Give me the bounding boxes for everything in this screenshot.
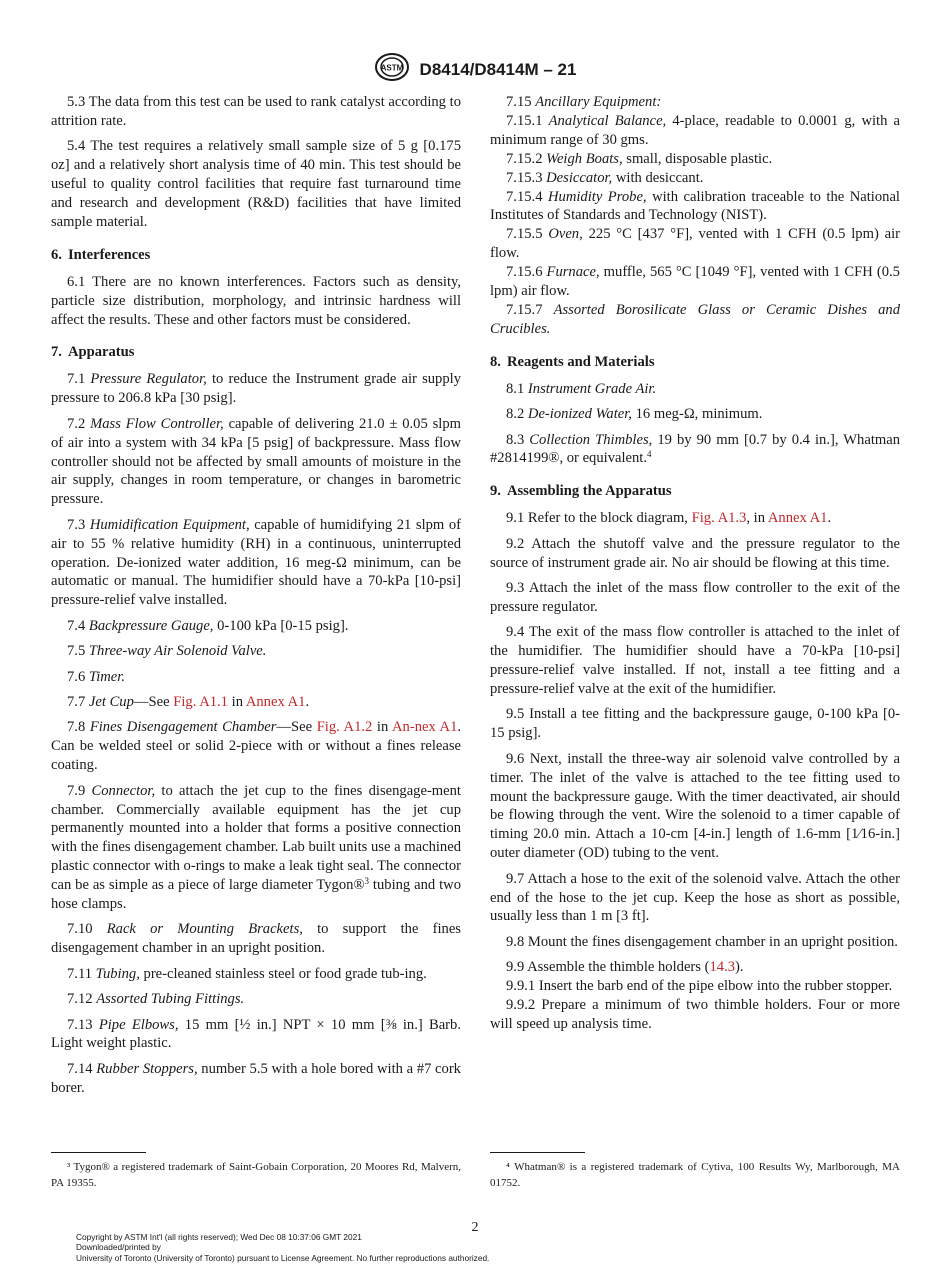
paragraph-7-15-5: 7.15.5 Oven, 225 °C [437 °F], vented with 1 CFH (0.5 lpm) air flow.: [490, 226, 901, 262]
section-8-number: 8.: [490, 353, 501, 370]
fig-a1-2-link[interactable]: Fig. A1.2: [316, 719, 373, 736]
paragraph-9-7: 9.7 Attach a hose to the exit of the solenoid valve. Attach the other end of the hose to the jet cup. Keep the hose as short as possible, usually less than 1 m [3 ft].: [490, 870, 900, 925]
annex-a1-link[interactable]: An-nex A1: [392, 719, 458, 736]
section-7-title: Apparatus: [67, 344, 135, 361]
page-number: 2: [471, 1220, 479, 1235]
paragraph-8-1: 8.1 Instrument Grade Air.: [506, 380, 657, 397]
fig-a1-1-link[interactable]: Fig. A1.1: [173, 693, 228, 710]
section-8-heading: [490, 353, 900, 372]
paragraph-9-2: 9.2 Attach the shutoff valve and the pressure regulator to the source of instrument grade air. No air should be flowing at this time.: [490, 535, 900, 571]
section-9-number: 9.: [490, 483, 501, 500]
annex-a1-link[interactable]: Annex A1: [245, 693, 306, 710]
paragraph-7-5: 7.5 Three-way Air Solenoid Valve.: [67, 643, 267, 660]
paragraph-9-1: 9.1 Refer to the block diagram, Fig. A1.3, in Annex A1.: [506, 510, 832, 527]
footnote-4: [490, 1160, 900, 1191]
footnote-3: [51, 1160, 461, 1191]
section-7-number: 7.: [51, 344, 62, 361]
section-7-heading: [51, 343, 461, 362]
footnote-divider-right: [490, 1152, 585, 1153]
left-column: [51, 93, 461, 1098]
copyright-notice: [76, 1232, 489, 1263]
footnote-4-ref[interactable]: 4: [647, 449, 652, 460]
paragraph-7-7: 7.7 Jet Cup—See Fig. A1.1 in Annex A1.: [67, 693, 310, 710]
copyright-line-2: Downloaded/printed by: [76, 1242, 161, 1253]
paragraph-7-12: 7.12 Assorted Tubing Fittings.: [67, 991, 245, 1008]
paragraph-7-15-1: 7.15.1 Analytical Balance, 4-place, readable to 0.0001 g, with a minimum range of 30 gms.: [490, 112, 900, 148]
paragraph-7-14: 7.14 Rubber Stoppers, number 5.5 with a hole bored with a #7 cork borer.: [51, 1060, 461, 1096]
paragraph-7-13: 7.13 Pipe Elbows, 15 mm [½ in.] NPT × 10 mm [⅜ in.] Barb. Light weight plastic.: [51, 1016, 461, 1052]
section-6-heading: [51, 246, 461, 265]
fig-a1-3-link[interactable]: Fig. A1.3: [691, 510, 747, 527]
paragraph-7-15-4: 7.15.4 Humidity Probe, with calibration traceable to the National Institutes of Standards and Technology (NIST).: [490, 188, 900, 224]
paragraph-7-1: 7.1 Pressure Regulator, to reduce the Instrument grade air supply pressure to 206.8 kPa [30 psig].: [51, 371, 461, 407]
paragraph-9-6: 9.6 Next, install the three-way air solenoid valve controlled by a timer. The inlet of the valve is attached to the tee fitting used to mount the backpressure gauge. With the timer deactivated, air should be flowing through the vent. Wire the solenoid to a timer capable of timing 20.0 min. Attach a 10-cm [4-in.] length of 1.6-mm [1⁄16-in.] outer diameter (OD) tubing to the vent.: [490, 750, 900, 862]
document-designation: D8414/D8414M – 21: [419, 59, 577, 79]
paragraph-7-15-2: 7.15.2 Weigh Boats, small, disposable plastic.: [506, 150, 773, 167]
paragraph-7-3: 7.3 Humidification Equipment, capable of humidifying 21 slpm of air to 55 % relative humidity (RH) in a continuous, uninterrupted operation. De-ionized water addition, 16 meg-Ω minimum, can be automatic or manual. The humidifier should have a 70-kPa [10-psi] pressure-relief valve installed.: [51, 516, 461, 609]
paragraph-7-8: 7.8 Fines Disengagement Chamber—See Fig. A1.2 in An-nex A1. Can be welded steel or solid 2-piece with or without a fines release coating.: [51, 719, 462, 774]
paragraph-9-3: 9.3 Attach the inlet of the mass flow controller to the exit of the pressure regulator.: [490, 579, 900, 615]
right-column: [490, 93, 900, 1034]
paragraph-8-3: 8.3 Collection Thimbles, 19 by 90 mm [0.7 by 0.4 in.], Whatman #2814199®, or equivalent.$^4$: [490, 431, 900, 467]
footnote-3-ref[interactable]: 3: [364, 876, 370, 887]
annex-a1-link[interactable]: Annex A1: [767, 510, 828, 527]
paragraph-9-5: 9.5 Install a tee fitting and the backpressure gauge, 0-100 kPa [0-15 psig].: [490, 706, 900, 742]
section-8-title: Reagents and Materials: [506, 353, 655, 370]
footnote-3-text: ³ Tygon® a registered trademark of Saint-Gobain Corporation, 20 Moores Rd, Malvern, PA 19355.: [51, 1161, 461, 1189]
paragraph-9-9: 9.9 Assemble the thimble holders (14.3).: [506, 959, 744, 976]
astm-logo-text: ASTM: [380, 63, 403, 73]
paragraph-6-1: 6.1 There are no known interferences. Factors such as density, particle size distribution, morphology, and intrinsic hardness will affect the results. These and other factors must be considered.: [51, 273, 461, 328]
paragraph-5-4: 5.4 The test requires a relatively small sample size of 5 g [0.175 oz] and a relatively short analysis time of 40 min. This test should be useful to quality control facilities that require fast turnaround time and research and development (R&D) facilities that have limited sample material.: [51, 138, 461, 230]
paragraph-7-6: 7.6 Timer.: [67, 668, 125, 685]
paragraph-7-10: 7.10 Rack or Mounting Brackets, to support the fines disengagement chamber in an upright position.: [51, 921, 461, 957]
astm-logo-icon: [374, 52, 410, 87]
paragraph-7-11: 7.11 Tubing, pre-cleaned stainless steel or food grade tub-ing.: [67, 965, 427, 982]
paragraph-7-15: 7.15 Ancillary Equipment:: [506, 94, 662, 110]
copyright-line-3: University of Toronto (University of Toronto) pursuant to License Agreement. No further reproductions authorized.: [76, 1252, 490, 1263]
paragraph-7-15-6: 7.15.6 Furnace, muffle, 565 °C [1049 °F], vented with 1 CFH (0.5 lpm) air flow.: [490, 264, 900, 300]
copyright-line-1: Copyright by ASTM Int'l (all rights reserved); Wed Dec 08 10:37:06 GMT 2021: [76, 1232, 362, 1242]
paragraph-8-2: 8.2 De-ionized Water, 16 meg-Ω, minimum.: [506, 406, 763, 423]
paragraph-7-9: 7.9 Connector, to attach the jet cup to the fines disengage-ment chamber. Commercially available equipment has the jet cup permanently mounted into a holder that forms a positive connection with the fines disengagement chamber. Lab built units use a machined plastic connector with o-rings to make a leak tight seal. The connector can be as simple as a piece of large diameter Tygon®$^3$ tubing and two hose clamps.: [51, 782, 461, 913]
section-6-title: Interferences: [67, 246, 151, 263]
section-14-3-link[interactable]: 14.3: [709, 959, 736, 976]
section-9-title: Assembling the Apparatus: [506, 483, 672, 500]
paragraph-9-4: 9.4 The exit of the mass flow controller is attached to the inlet of the humidifier. The humidifier should have a 70-kPa [10-psi] pressure-relief valve installed. If not, install a tee fitting and a pressure-relief valve at the exit of the humidifier.: [490, 624, 900, 697]
paragraph-9-9-2: 9.9.2 Prepare a minimum of two thimble holders. Four or more will speed up analysis time.: [490, 997, 900, 1032]
paragraph-9-9-1: 9.9.1 Insert the barb end of the pipe elbow into the rubber stopper.: [506, 978, 893, 995]
section-6-number: 6.: [51, 246, 62, 263]
paragraph-7-15-3: 7.15.3 Desiccator, with desiccant.: [506, 169, 704, 186]
paragraph-9-8: 9.8 Mount the fines disengagement chamber in an upright position.: [506, 933, 898, 950]
paragraph-7-2: 7.2 Mass Flow Controller, capable of delivering 21.0 ± 0.05 slpm of air into a system with 34 kPa [5 psig] of backpressure. Mass flow controller should not be affected by small amounts of moisture in the air supply, changes in room temperature, or changes in barometric pressure.: [51, 415, 461, 508]
footnote-4-text: ⁴ Whatman® is a registered trademark of Cytiva, 100 Results Wy, Marlborough, MA 01752.: [490, 1161, 900, 1189]
footnote-divider-left: [51, 1152, 146, 1153]
paragraph-5-3: 5.3 The data from this test can be used to rank catalyst according to attrition rate.: [51, 94, 461, 129]
section-9-heading: [490, 482, 900, 501]
paragraph-7-4: 7.4 Backpressure Gauge, 0-100 kPa [0-15 psig].: [67, 617, 349, 634]
paragraph-7-15-7: 7.15.7 Assorted Borosilicate Glass or Ceramic Dishes and Crucibles.: [490, 301, 900, 337]
page-header: [0, 52, 950, 87]
